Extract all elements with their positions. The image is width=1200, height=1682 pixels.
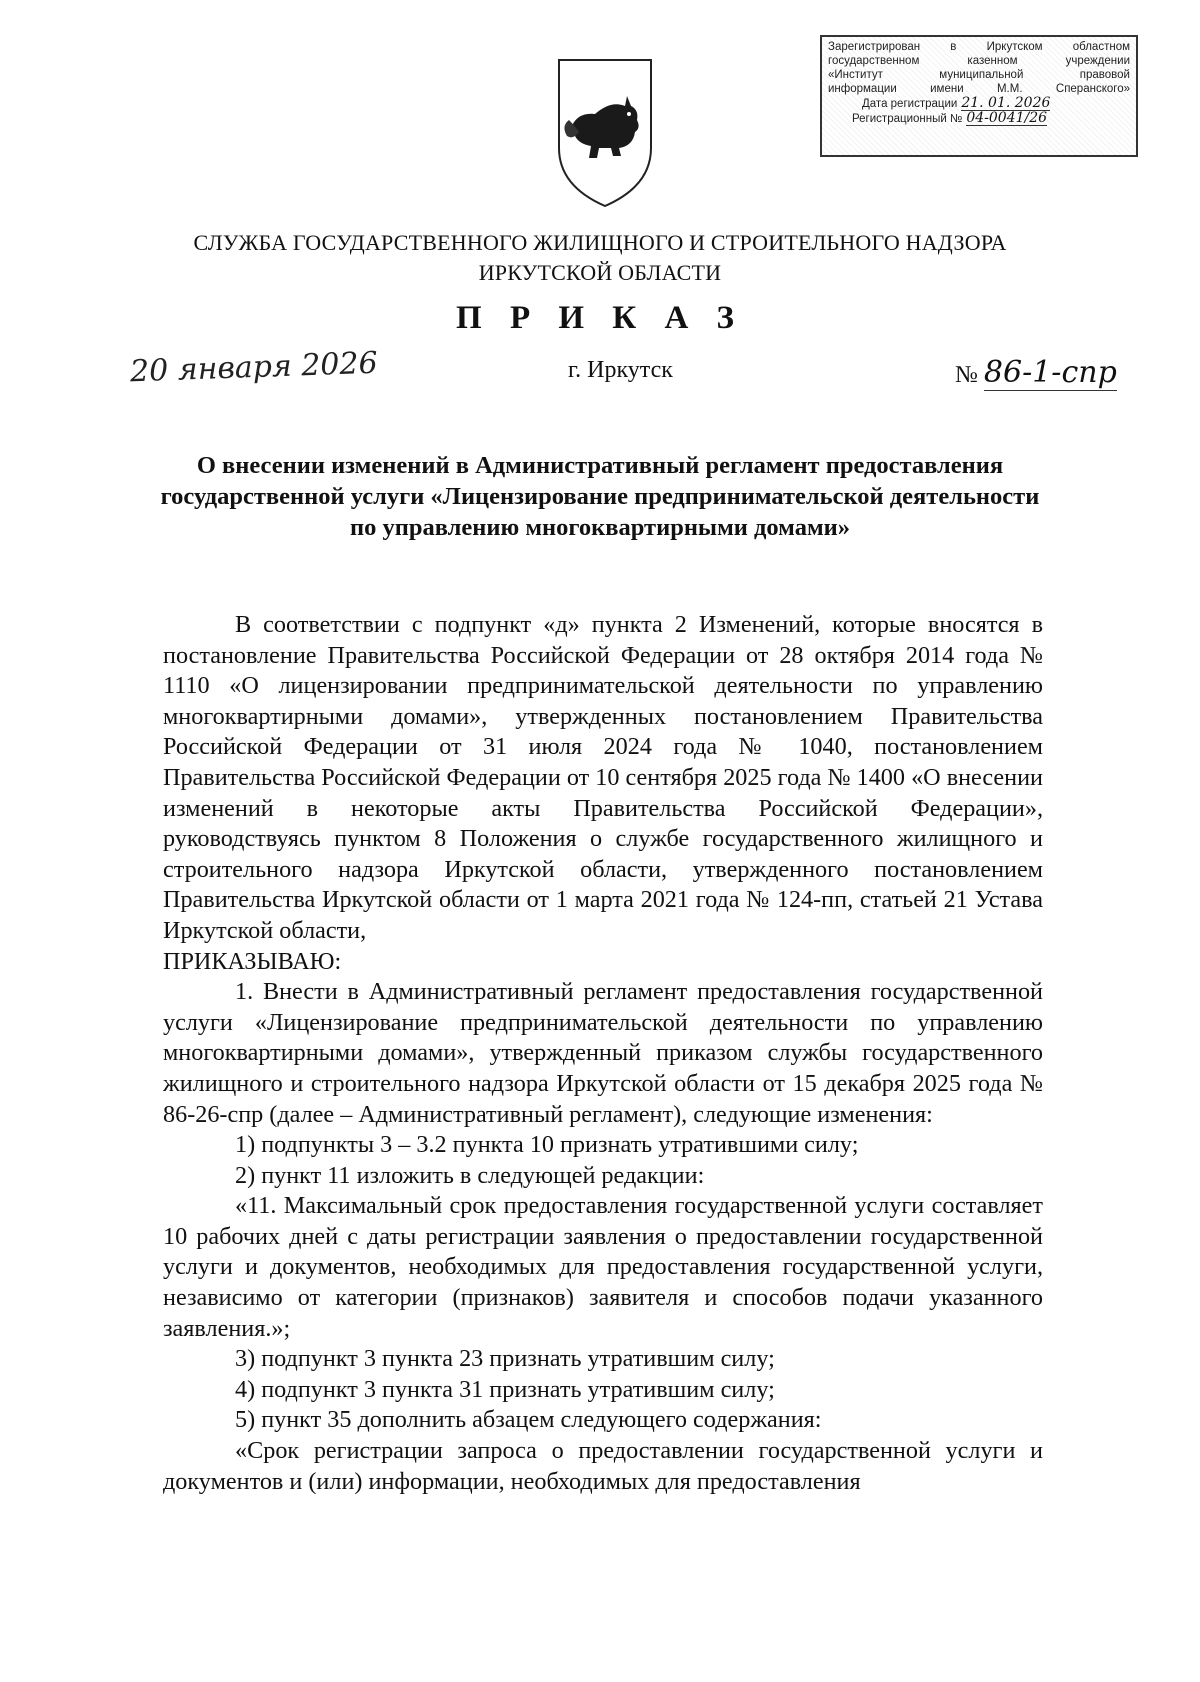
order-number	[955, 355, 1117, 390]
irkutsk-coat-of-arms-icon	[555, 56, 655, 208]
stamp-date-value: 21. 01. 2026	[961, 95, 1051, 111]
stamp-line: «Институт муниципальной правовой	[828, 69, 1130, 81]
quoted-clause-registration: «Срок регистрации запроса о предоставлении государственной услуги и документов и (или) информации, необходимых для предоставления	[163, 1437, 1043, 1495]
document-title: П Р И К А З	[456, 300, 744, 336]
number-prefix: №	[955, 362, 978, 388]
stamp-number-label: Регистрационный №	[852, 113, 963, 125]
subitem-1: 1) подпункты 3 – 3.2 пункта 10 признать утратившими силу;	[235, 1131, 859, 1159]
subitem-3: 3) подпункт 3 пункта 23 признать утратившим силу;	[235, 1345, 775, 1373]
document-body	[163, 610, 1043, 1497]
stamp-date-label: Дата регистрации	[862, 98, 958, 110]
organization-name-line2: ИРКУТСКОЙ ОБЛАСТИ	[478, 260, 722, 285]
subitem-2: 2) пункт 11 изложить в следующей редакции:	[235, 1161, 705, 1189]
paragraph-item-1: 1. Внести в Административный регламент предоставления государственной услуги «Лицензирование предпринимательской деятельности по управлению многоквартирными домами», утвержденный приказом службы государственного жилищного и строительного надзора Иркутской области от 15 декабря 2025 года № 86-26-спр (далее – Административный регламент), следующие изменения:	[163, 978, 1043, 1128]
city: г. Иркутск	[568, 357, 673, 383]
stamp-line: Зарегистрирован в Иркутском областном	[828, 41, 1130, 53]
preamble-paragraph: В соответствии с подпункт «д» пункта 2 Изменений, которые вносятся в постановление Правительства Российской Федерации от 28 октября 2014 года № 1110 «О лицензировании предпринимательской деятельности по управлению многоквартирными домами», утвержденных постановлением Правительства Российской Федерации от 31 июля 2024 года № 1040, постановлением Правительства Российской Федерации от 10 сентября 2025 года № 1400 «О внесении изменений в некоторые акты Правительства Российской Федерации», руководствуясь пунктом 8 Положения о службе государственного жилищного и строительного надзора Иркутской области, утвержденного постановлением Правительства Иркутской области от 1 марта 2021 года № 124-пп, статьей 21 Устава Иркутской области,	[163, 611, 1043, 944]
subitem-4: 4) подпункт 3 пункта 31 признать утратившим силу;	[235, 1375, 775, 1403]
registration-stamp	[820, 35, 1138, 157]
stamp-line: государственном казенном учреждении	[828, 55, 1130, 67]
order-directive: ПРИКАЗЫВАЮ:	[163, 947, 342, 975]
stamp-date-row	[862, 96, 1130, 111]
subitem-5: 5) пункт 35 дополнить абзацем следующего содержания:	[235, 1406, 822, 1434]
handwritten-date: 20 января 2026	[129, 345, 379, 390]
order-heading: О внесении изменений в Административный регламент предоставления государственной услуги «Лицензирование предпринимательской деятельности по управлению многоквартирными домами»	[160, 452, 1040, 541]
quoted-clause-11: «11. Максимальный срок предоставления государственной услуги составляет 10 рабочих дней с даты регистрации заявления о предоставлении государственной услуги и документов, необходимых для предоставления государственной услуги, независимо от категории (признаков) заявителя и способов подачи указанного заявления.»;	[163, 1192, 1043, 1342]
organization-name-line1: СЛУЖБА ГОСУДАРСТВЕННОГО ЖИЛИЩНОГО И СТРОИТЕЛЬНОГО НАДЗОРА	[193, 230, 1007, 255]
handwritten-number: 86-1-спр	[983, 355, 1117, 390]
stamp-number-value: 04-0041/26	[966, 110, 1048, 126]
stamp-number-row	[852, 111, 1130, 126]
stamp-line: информации имени М.М. Сперанского»	[828, 83, 1130, 95]
